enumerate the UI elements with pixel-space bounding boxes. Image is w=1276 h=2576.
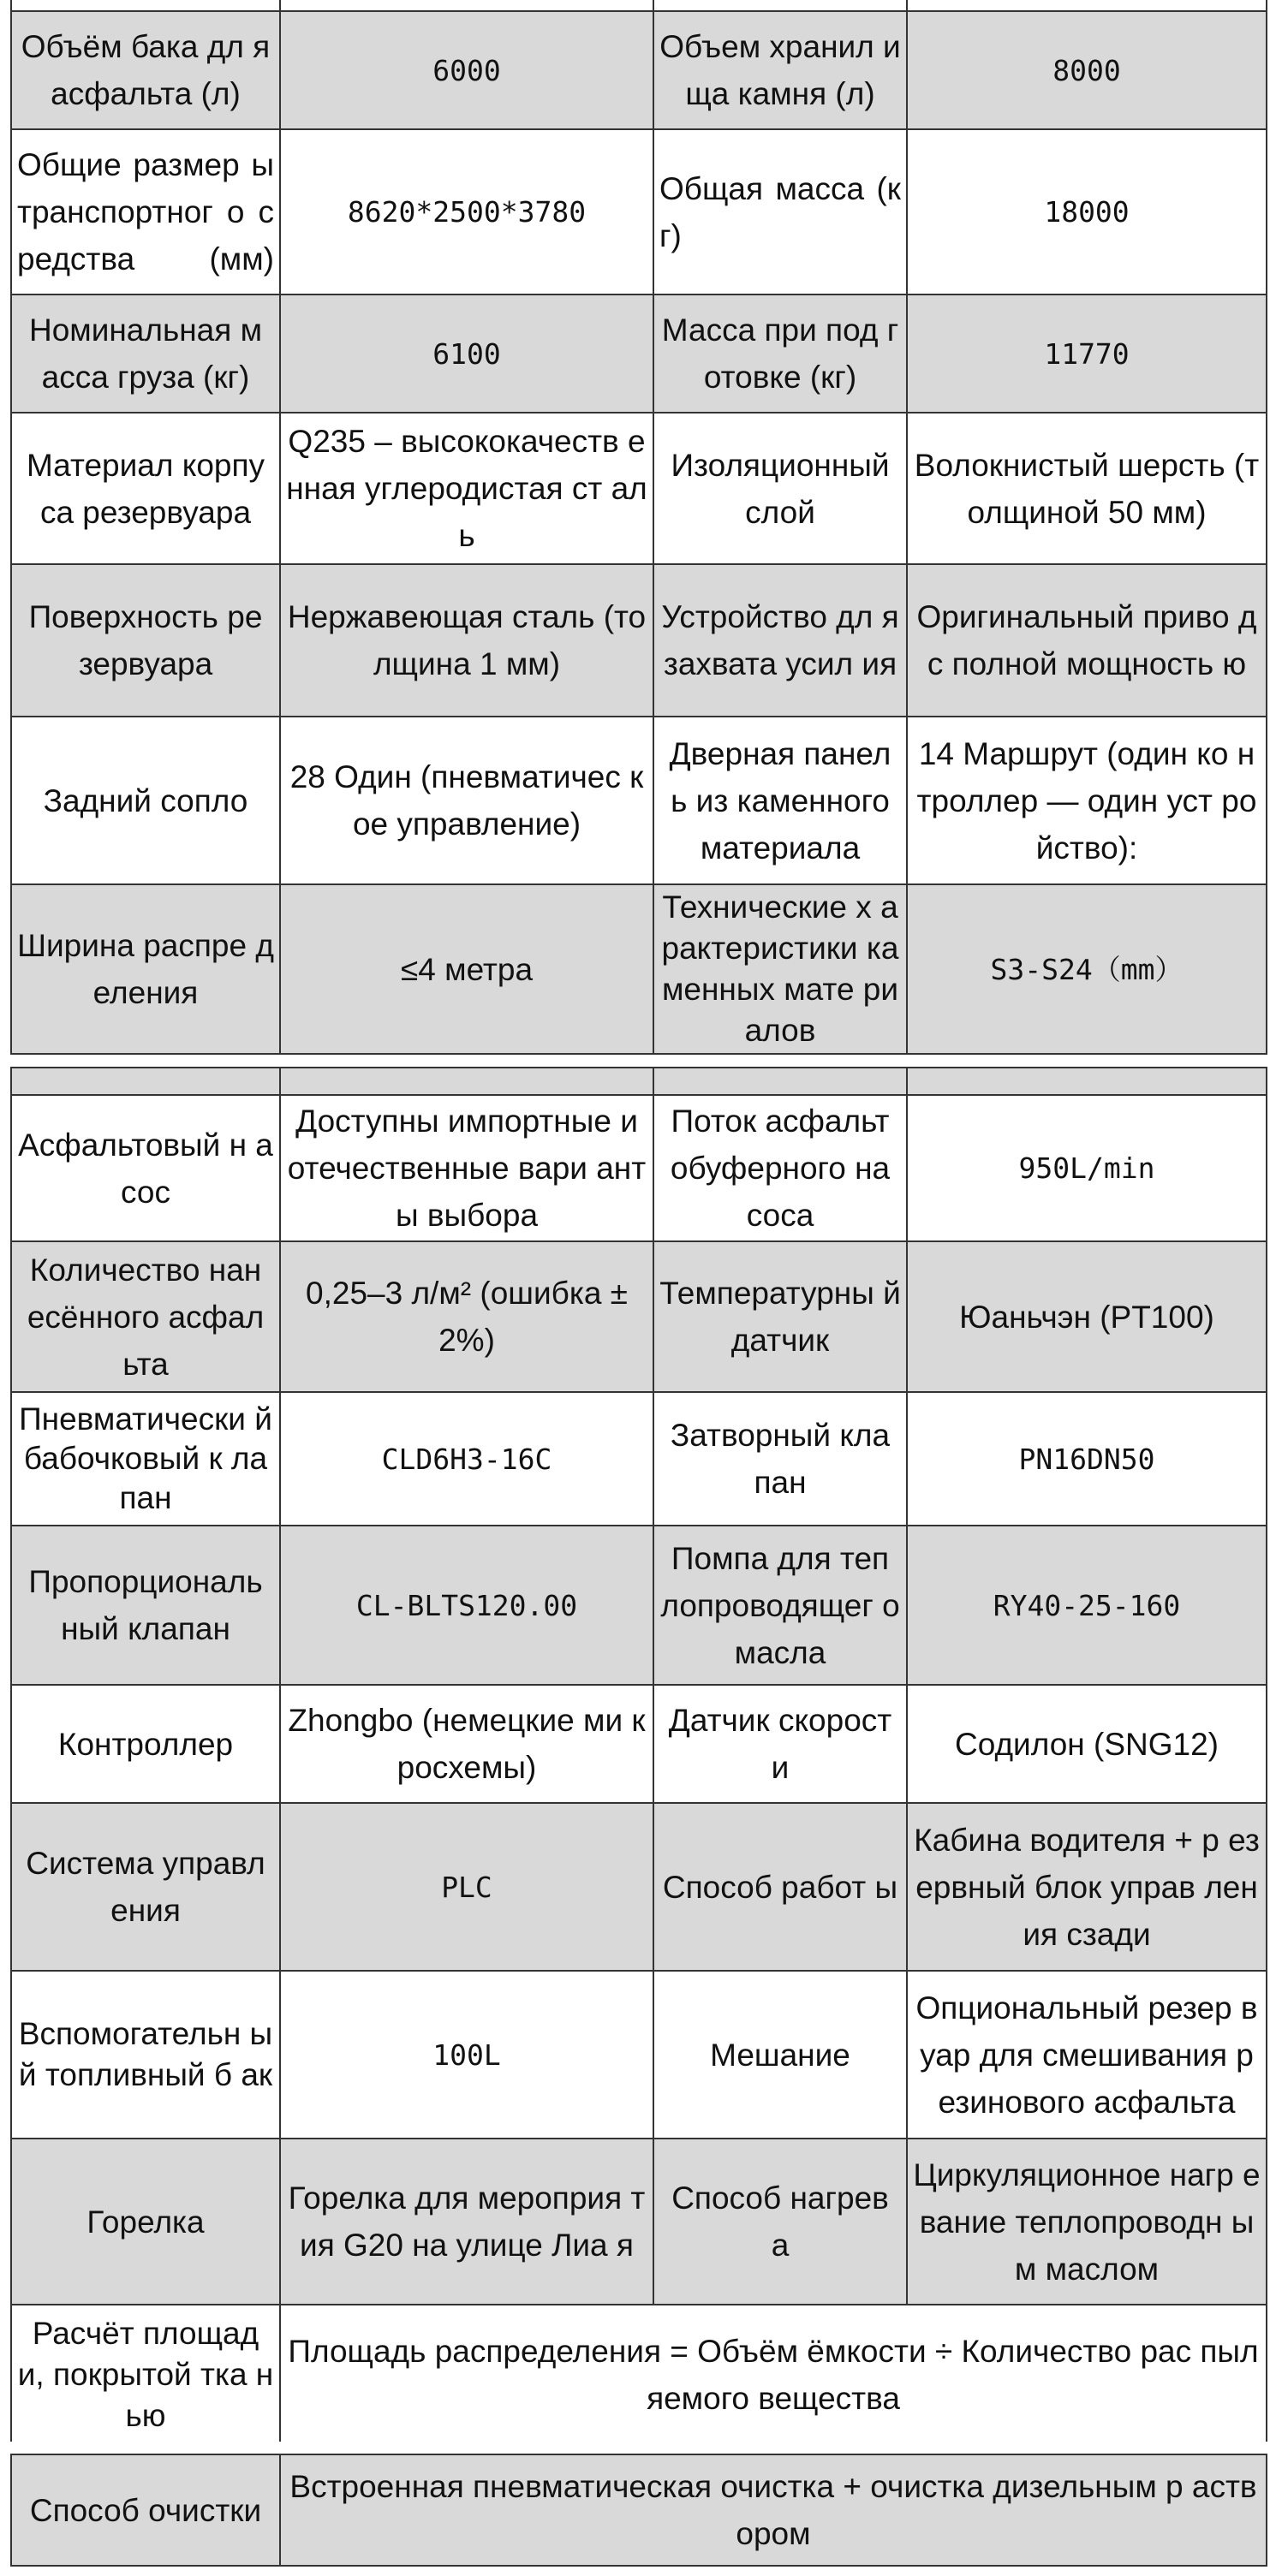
table-row bbox=[11, 1803, 1267, 1971]
value-cell: CLD6H3-16C bbox=[280, 1392, 653, 1526]
value-cell: Q235 – высококачеств енная углеродистая ст аль bbox=[280, 413, 653, 564]
value-cell: 100L bbox=[280, 1971, 653, 2139]
label-cell: Способ очистки bbox=[11, 2454, 280, 2566]
value-cell: CL-BLTS120.00 bbox=[280, 1526, 653, 1685]
label-cell: Система управл ения bbox=[11, 1803, 280, 1971]
label-cell: Масса при под готовке (кг) bbox=[653, 294, 907, 413]
label-cell: Номинальная м асса груза (кг) bbox=[11, 294, 280, 413]
label-cell: Количество нан есённого асфал ьта bbox=[11, 1241, 280, 1392]
table-row bbox=[11, 1685, 1267, 1803]
table-row bbox=[11, 0, 1267, 11]
table-row bbox=[11, 1971, 1267, 2139]
spec-table-3 bbox=[10, 2454, 1267, 2567]
label-cell: Поток асфальт обуферного на соса bbox=[653, 1095, 907, 1241]
label-cell: Расчёт площад и, покрытой тка нью bbox=[11, 2305, 280, 2445]
value-cell: 11770 bbox=[907, 294, 1267, 413]
label-cell: Асфальтовый н асос bbox=[11, 1095, 280, 1241]
label-cell: Температурны й датчик bbox=[653, 1241, 907, 1392]
value-cell: Содилон (SNG12) bbox=[907, 1685, 1267, 1803]
value-cell: 18000 bbox=[907, 129, 1267, 294]
label-cell: Контроллер bbox=[11, 1685, 280, 1803]
value-cell: Доступны импортные и отечественные вари анты выбора bbox=[280, 1095, 653, 1241]
table-row bbox=[11, 564, 1267, 717]
value-cell: 6100 bbox=[280, 294, 653, 413]
table-row bbox=[11, 884, 1267, 1054]
value-cell: Zhongbo (немецкие ми кросхемы) bbox=[280, 1685, 653, 1803]
value-cell: Оригинальный приво д с полной мощность ю bbox=[907, 564, 1267, 717]
label-cell: Объем хранил ища камня (л) bbox=[653, 11, 907, 129]
value-cell: Нержавеющая сталь (толщина 1 мм) bbox=[280, 564, 653, 717]
label-cell: Общие размер ы транспортног о средства (мм) bbox=[11, 129, 280, 294]
value-cell: 14 Маршрут (один ко нтроллер — один уст ройство): bbox=[907, 717, 1267, 884]
value-cell: PLC bbox=[280, 1803, 653, 1971]
label-cell: Помпа для теп лопроводящег о масла bbox=[653, 1526, 907, 1685]
table-row bbox=[11, 2305, 1267, 2445]
table-row bbox=[11, 11, 1267, 129]
label-cell: Задний сопло bbox=[11, 717, 280, 884]
value-cell: Кабина водителя + р езервный блок управ ления сзади bbox=[907, 1803, 1267, 1971]
label-cell: Мешание bbox=[653, 1971, 907, 2139]
label-cell: Ширина распре деления bbox=[11, 884, 280, 1054]
value-cell: 950L/min bbox=[907, 1095, 1267, 1241]
value-cell: 6000 bbox=[280, 11, 653, 129]
table-row bbox=[11, 129, 1267, 294]
value-cell: Встроенная пневматическая очистка + очистка дизельным р аствором bbox=[280, 2454, 1267, 2566]
table-row bbox=[11, 1526, 1267, 1685]
label-cell: Горелка bbox=[11, 2139, 280, 2305]
value-cell: PN16DN50 bbox=[907, 1392, 1267, 1526]
label-cell: Устройство дл я захвата усил ия bbox=[653, 564, 907, 717]
value-cell: Циркуляционное нагр евание теплопроводн ым маслом bbox=[907, 2139, 1267, 2305]
table-row bbox=[11, 294, 1267, 413]
label-cell: Объём бака дл я асфальта (л) bbox=[11, 11, 280, 129]
label-cell: Затворный кла пан bbox=[653, 1392, 907, 1526]
label-cell: Общая масса (кг) bbox=[653, 129, 907, 294]
table-row bbox=[11, 1241, 1267, 1392]
label-cell: Материал корпу са резервуара bbox=[11, 413, 280, 564]
label-cell: Пропорциональ ный клапан bbox=[11, 1526, 280, 1685]
value-cell: RY40-25-160 bbox=[907, 1526, 1267, 1685]
label-cell: Вспомогательн ый топливный б ак bbox=[11, 1971, 280, 2139]
label-cell: Способ работ ы bbox=[653, 1803, 907, 1971]
value-cell: 8620*2500*3780 bbox=[280, 129, 653, 294]
label-cell: Способ нагрев а bbox=[653, 2139, 907, 2305]
value-cell: 8000 bbox=[907, 11, 1267, 129]
value-cell: 0,25–3 л/м² (ошибка ± 2%) bbox=[280, 1241, 653, 1392]
value-cell: Волокнистый шерсть (толщиной 50 мм) bbox=[907, 413, 1267, 564]
value-cell: ≤4 метра bbox=[280, 884, 653, 1054]
value-cell: S3-S24（mm） bbox=[907, 884, 1267, 1054]
value-cell: Площадь распределения = Объём ёмкости ÷ Количество рас пыляемого вещества bbox=[280, 2305, 1267, 2445]
table-row bbox=[11, 413, 1267, 564]
label-cell: Датчик скорост и bbox=[653, 1685, 907, 1803]
label-cell: Дверная панел ь из каменного материала bbox=[653, 717, 907, 884]
table-row bbox=[11, 1095, 1267, 1241]
label-cell: Технические х арактеристики каменных мате риалов bbox=[653, 884, 907, 1054]
label-cell: Поверхность ре зервуара bbox=[11, 564, 280, 717]
table-row bbox=[11, 1392, 1267, 1526]
table-row bbox=[11, 717, 1267, 884]
value-cell: 28 Один (пневматичес кое управление) bbox=[280, 717, 653, 884]
value-cell: Опциональный резер вуар для смешивания резинового асфальта bbox=[907, 1971, 1267, 2139]
label-cell: Пневматически й бабочковый к лапан bbox=[11, 1392, 280, 1526]
table-row bbox=[11, 2454, 1267, 2566]
table-row bbox=[11, 1068, 1267, 1095]
spec-table-1 bbox=[10, 0, 1267, 1055]
table-row bbox=[11, 2139, 1267, 2305]
value-cell: Юаньчэн (PT100) bbox=[907, 1241, 1267, 1392]
value-cell: Горелка для мероприя тия G20 на улице Лиа я bbox=[280, 2139, 653, 2305]
spec-table-2 bbox=[10, 1067, 1267, 2446]
label-cell: Изоляционный слой bbox=[653, 413, 907, 564]
